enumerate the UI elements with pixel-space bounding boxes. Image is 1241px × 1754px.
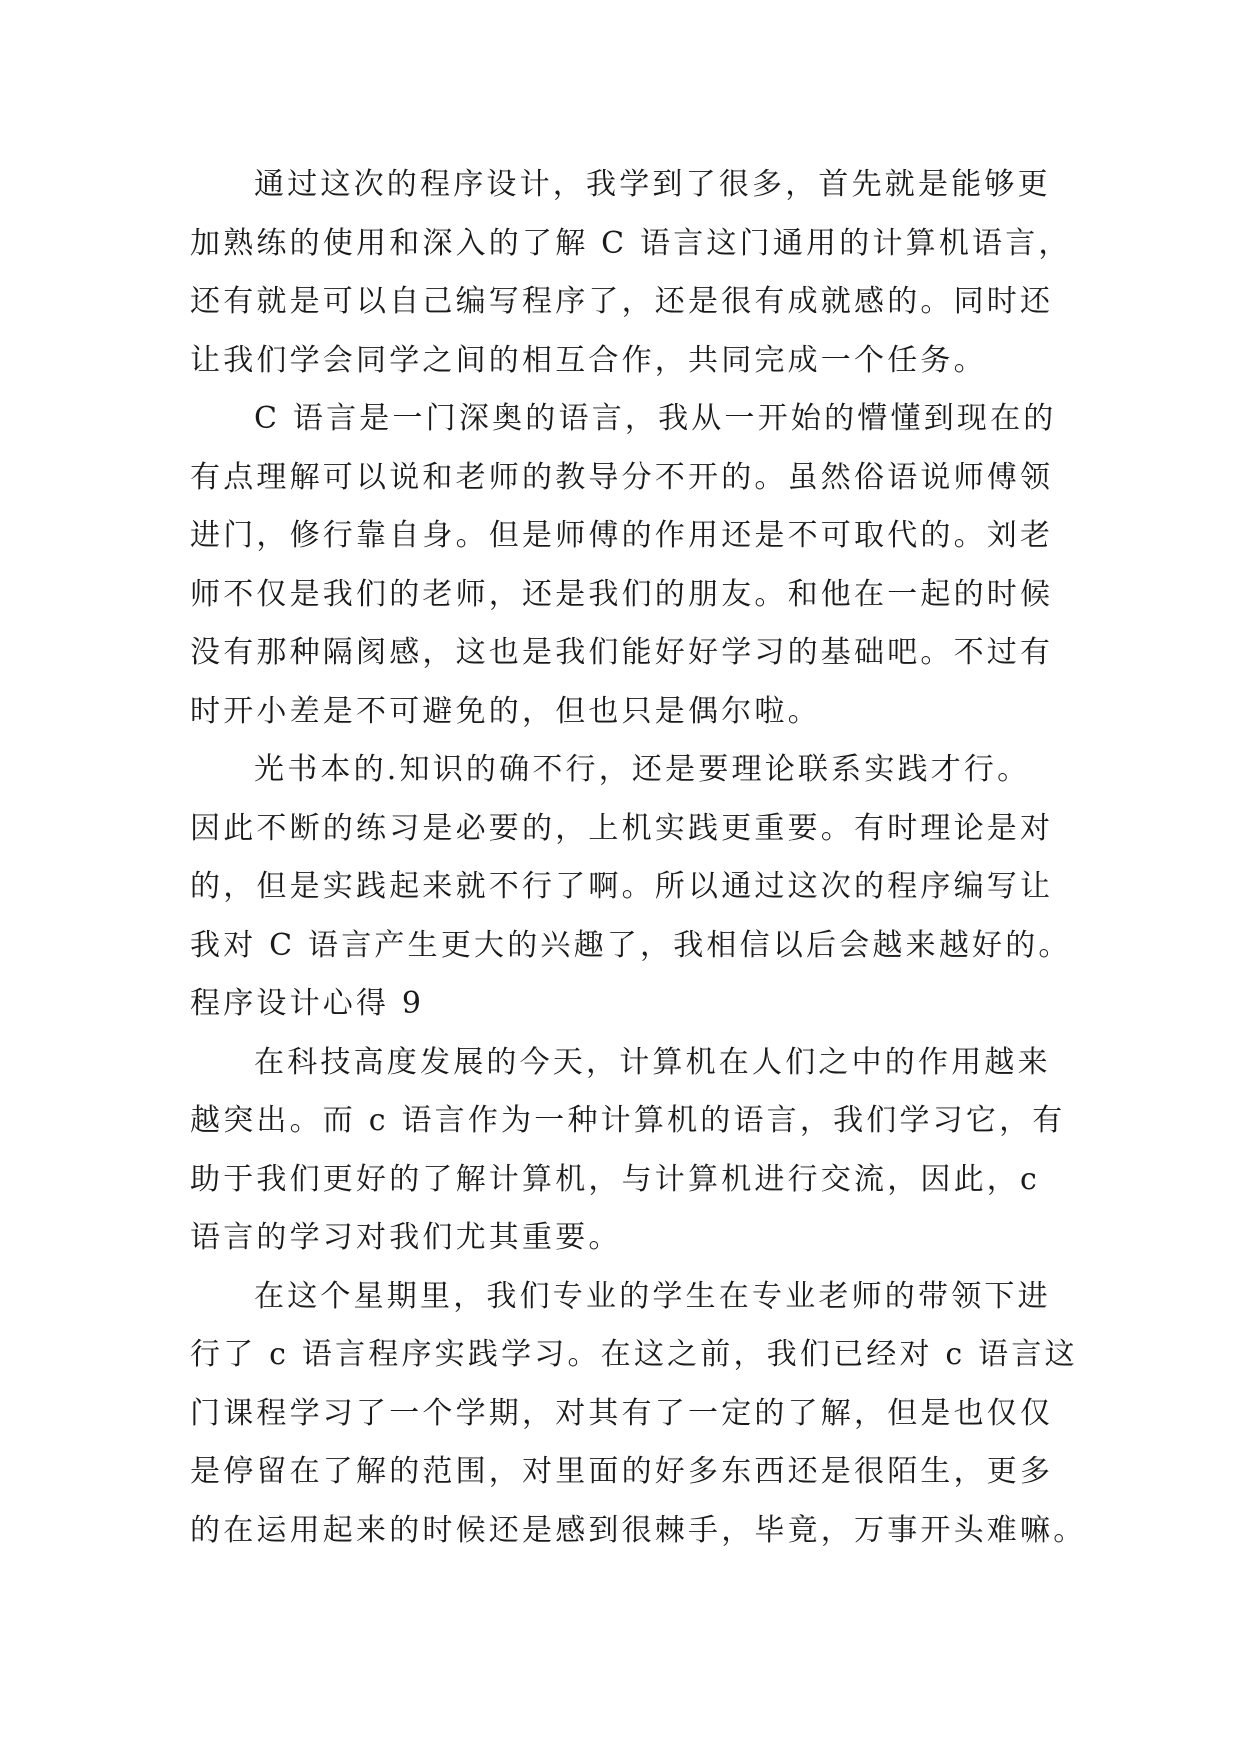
text-line: 在科技高度发展的今天，计算机在人们之中的作用越来 — [254, 1044, 1051, 1080]
document-body — [190, 156, 1087, 1560]
text-line: 师不仅是我们的老师，还是我们的朋友。和他在一起的时候 — [190, 576, 1054, 612]
text-line: 还有就是可以自己编写程序了，还是很有成就感的。同时还 — [190, 284, 1054, 319]
text-line: 我对 C 语言产生更大的兴趣了，我相信以后会越来越好的。 — [190, 927, 1072, 963]
text-line: 在这个星期里，我们专业的学生在专业老师的带领下进 — [254, 1278, 1051, 1314]
text-line: 进门，修行靠自身。但是师傅的作用还是不可取代的。刘老 — [190, 518, 1054, 553]
text-line: 是停留在了解的范围，对里面的好多东西还是很陌生，更多 — [190, 1454, 1054, 1489]
text-line: 助于我们更好的了解计算机，与计算机进行交流，因此，c — [190, 1161, 1041, 1197]
text-line: 加熟练的使用和深入的了解 C 语言这门通用的计算机语言， — [190, 225, 1072, 261]
text-line: 语言的学习对我们尤其重要。 — [190, 1220, 622, 1255]
text-line: 光书本的.知识的确不行，还是要理论联系实践才行。 — [254, 752, 1031, 787]
text-line: 没有那种隔阂感，这也是我们能好好学习的基础吧。不过有 — [190, 635, 1054, 670]
text-line: 的在运用起来的时候还是感到很棘手，毕竟，万事开头难嘛。 — [190, 1512, 1087, 1548]
text-line: 因此不断的练习是必要的，上机实践更重要。有时理论是对 — [190, 810, 1054, 846]
text-line: 时开小差是不可避免的，但也只是偶尔啦。 — [190, 693, 821, 729]
text-line: 通过这次的程序设计，我学到了很多，首先就是能够更 — [254, 167, 1051, 202]
text-line: 的，但是实践起来就不行了啊。所以通过这次的程序编写让 — [190, 869, 1054, 904]
text-line: 让我们学会同学之间的相互合作，共同完成一个任务。 — [190, 342, 987, 378]
text-line: 有点理解可以说和老师的教导分不开的。虽然俗语说师傅领 — [190, 459, 1054, 495]
section-heading: 程序设计心得 9 — [190, 986, 425, 1021]
text-line: 越突出。而 c 语言作为一种计算机的语言，我们学习它，有 — [190, 1103, 1066, 1138]
text-line: 行了 c 语言程序实践学习。在这之前，我们已经对 c 语言这 — [190, 1337, 1078, 1372]
text-line: C 语言是一门深奥的语言，我从一开始的懵懂到现在的 — [254, 401, 1057, 436]
text-line: 门课程学习了一个学期，对其有了一定的了解，但是也仅仅 — [190, 1395, 1054, 1431]
